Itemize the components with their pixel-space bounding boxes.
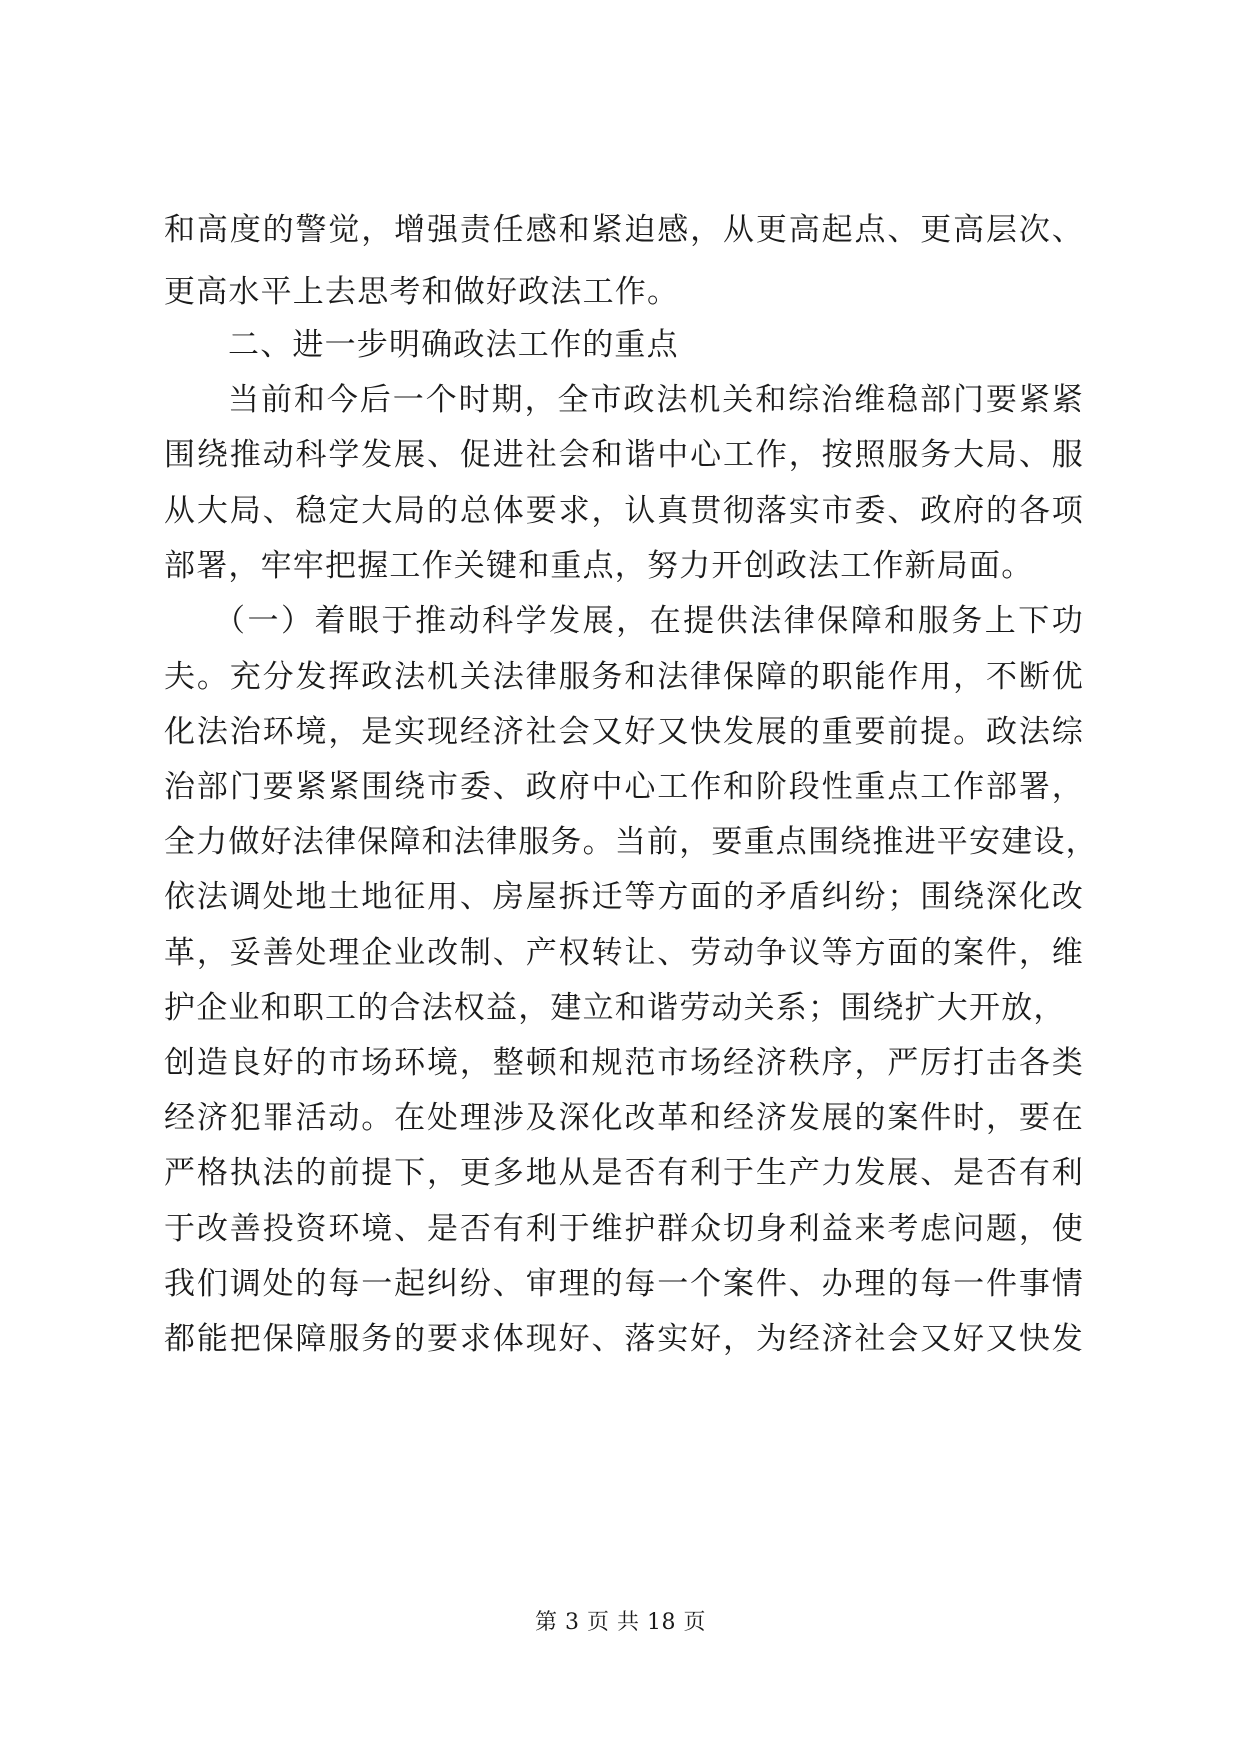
- text-line: 化法治环境，是实现经济社会又好又快发展的重要前提。政法综: [164, 714, 1084, 750]
- text-line: 治部门要紧紧围绕市委、政府中心工作和阶段性重点工作部署，: [164, 769, 1084, 805]
- text-line: 部署，牢牢把握工作关键和重点，努力开创政法工作新局面。: [164, 548, 1034, 584]
- page-footer: 第 3 页 共 18 页: [535, 1610, 706, 1635]
- subsection-heading: （一）着眼于推动科学发展，在提供法律保障和服务上下功: [214, 603, 1084, 639]
- text-line: 都能把保障服务的要求体现好、落实好，为经济社会又好又快发: [164, 1321, 1084, 1357]
- paragraph-first-line: 当前和今后一个时期，全市政法机关和综治维稳部门要紧紧: [228, 382, 1084, 418]
- text-line: 更高水平上去思考和做好政法工作。: [164, 274, 680, 310]
- text-line: 围绕推动科学发展、促进社会和谐中心工作，按照服务大局、服: [164, 437, 1084, 473]
- text-line: 革，妥善处理企业改制、产权转让、劳动争议等方面的案件，维: [164, 935, 1084, 971]
- text-line: 我们调处的每一起纠纷、审理的每一个案件、办理的每一件事情: [164, 1266, 1084, 1302]
- text-line: 护企业和职工的合法权益，建立和谐劳动关系；围绕扩大开放，: [164, 990, 1066, 1026]
- text-line: 创造良好的市场环境，整顿和规范市场经济秩序，严厉打击各类: [164, 1045, 1084, 1081]
- text-line: 经济犯罪活动。在处理涉及深化改革和经济发展的案件时，要在: [164, 1100, 1084, 1136]
- text-line: 夫。充分发挥政法机关法律服务和法律保障的职能作用，不断优: [164, 659, 1084, 695]
- text-line: 于改善投资环境、是否有利于维护群众切身利益来考虑问题，使: [164, 1211, 1084, 1247]
- text-line: 从大局、稳定大局的总体要求，认真贯彻落实市委、政府的各项: [164, 493, 1084, 529]
- text-line: 全力做好法律保障和法律服务。当前，要重点围绕推进平安建设，: [164, 824, 1098, 860]
- text-line: 严格执法的前提下，更多地从是否有利于生产力发展、是否有利: [164, 1155, 1084, 1191]
- text-line: 依法调处地土地征用、房屋拆迁等方面的矛盾纠纷；围绕深化改: [164, 879, 1084, 915]
- text-line: 和高度的警觉，增强责任感和紧迫感，从更高起点、更高层次、: [164, 212, 1084, 248]
- section-heading: 二、进一步明确政法工作的重点: [228, 327, 679, 363]
